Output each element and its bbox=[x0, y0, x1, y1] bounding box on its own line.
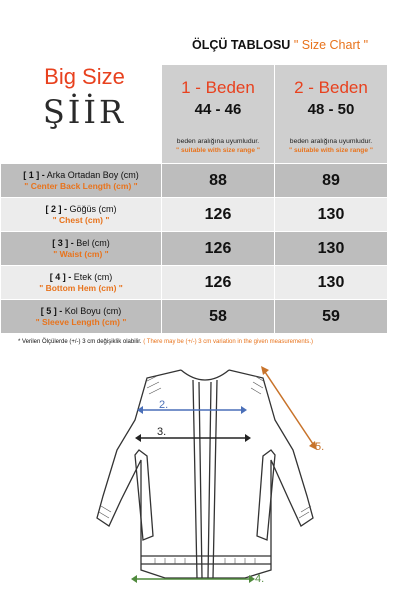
size-note-tr: beden aralığına uyumludur. bbox=[176, 138, 260, 145]
label-sleeve: 5. bbox=[315, 441, 325, 453]
measure-label bbox=[1, 300, 162, 334]
table-row bbox=[1, 266, 388, 300]
waist-measure-line bbox=[135, 434, 251, 442]
garment-diagram bbox=[95, 360, 335, 592]
measure-en: " Waist (cm) " bbox=[53, 248, 109, 259]
measure-value: 130 bbox=[275, 266, 388, 300]
table-row bbox=[1, 232, 388, 266]
measure-num: [ 5 ] - bbox=[40, 305, 63, 316]
empty-corner bbox=[1, 65, 162, 164]
measure-value: 89 bbox=[275, 164, 388, 198]
measure-value: 126 bbox=[162, 198, 275, 232]
size-table bbox=[0, 64, 388, 334]
cardigan-outline-icon bbox=[97, 370, 313, 578]
measure-num: [ 4 ] - bbox=[49, 271, 72, 282]
measure-value: 88 bbox=[162, 164, 275, 198]
measure-tr: Bel (cm) bbox=[76, 237, 110, 248]
footnote-tr: * Verilen Ölçülerde (+/-) 3 cm değişiklik olabilir. bbox=[18, 339, 142, 345]
size-note-en: " suitable with size range " bbox=[176, 147, 260, 154]
hem-measure-line bbox=[131, 575, 255, 583]
footnote-en: ( There may be (+/-) 3 cm variation in the given measurements.) bbox=[143, 339, 314, 345]
label-hem: 4. bbox=[255, 573, 265, 585]
size-header-2 bbox=[275, 65, 388, 164]
measure-value: 59 bbox=[275, 300, 388, 334]
rib-texture bbox=[99, 376, 311, 564]
measure-num: [ 3 ] - bbox=[52, 237, 74, 248]
measure-label bbox=[1, 198, 162, 232]
measure-value: 126 bbox=[162, 232, 275, 266]
chest-measure-line bbox=[137, 406, 247, 414]
measure-value: 130 bbox=[275, 232, 388, 266]
size-name: 1 - Beden bbox=[181, 78, 255, 97]
sleeve-measure-line bbox=[261, 366, 317, 450]
measure-en: " Chest (cm) " bbox=[52, 214, 110, 225]
label-chest: 2. bbox=[159, 399, 169, 411]
measure-tr: Etek (cm) bbox=[73, 271, 113, 282]
label-waist: 3. bbox=[157, 426, 167, 438]
size-range: 44 - 46 bbox=[194, 101, 242, 118]
brand-logo: ŞİİR bbox=[42, 93, 127, 131]
chart-title-tr: ÖLÇÜ TABLOSU bbox=[191, 38, 291, 52]
measure-tr: Arka Ortadan Boy (cm) bbox=[46, 169, 139, 180]
size-header-1 bbox=[162, 65, 275, 164]
table-row bbox=[1, 198, 388, 232]
measure-en: " Bottom Hem (cm) " bbox=[39, 282, 123, 293]
brand-big-size: Big Size bbox=[44, 64, 125, 89]
measure-en: " Center Back Length (cm) " bbox=[24, 180, 138, 191]
measure-label bbox=[1, 266, 162, 300]
measure-label bbox=[1, 164, 162, 198]
measure-label bbox=[1, 232, 162, 266]
size-note-tr: beden aralığına uyumludur. bbox=[289, 138, 373, 145]
size-range: 48 - 50 bbox=[307, 101, 355, 118]
size-name: 2 - Beden bbox=[294, 78, 368, 97]
chart-title bbox=[160, 38, 400, 52]
measure-tr: Göğüs (cm) bbox=[69, 203, 117, 214]
table-row bbox=[1, 164, 388, 198]
chart-title-en: " Size Chart " bbox=[293, 38, 369, 52]
measure-en: " Sleeve Length (cm) " bbox=[35, 316, 127, 327]
measure-value: 126 bbox=[162, 266, 275, 300]
measure-value: 58 bbox=[162, 300, 275, 334]
size-note-en: " suitable with size range " bbox=[289, 147, 373, 154]
measure-num: [ 1 ] - bbox=[23, 169, 45, 180]
measure-value: 130 bbox=[275, 198, 388, 232]
measure-tr: Kol Boyu (cm) bbox=[64, 305, 122, 316]
table-row bbox=[1, 300, 388, 334]
measure-num: [ 2 ] - bbox=[45, 203, 67, 214]
measurement-footnote bbox=[18, 339, 313, 345]
